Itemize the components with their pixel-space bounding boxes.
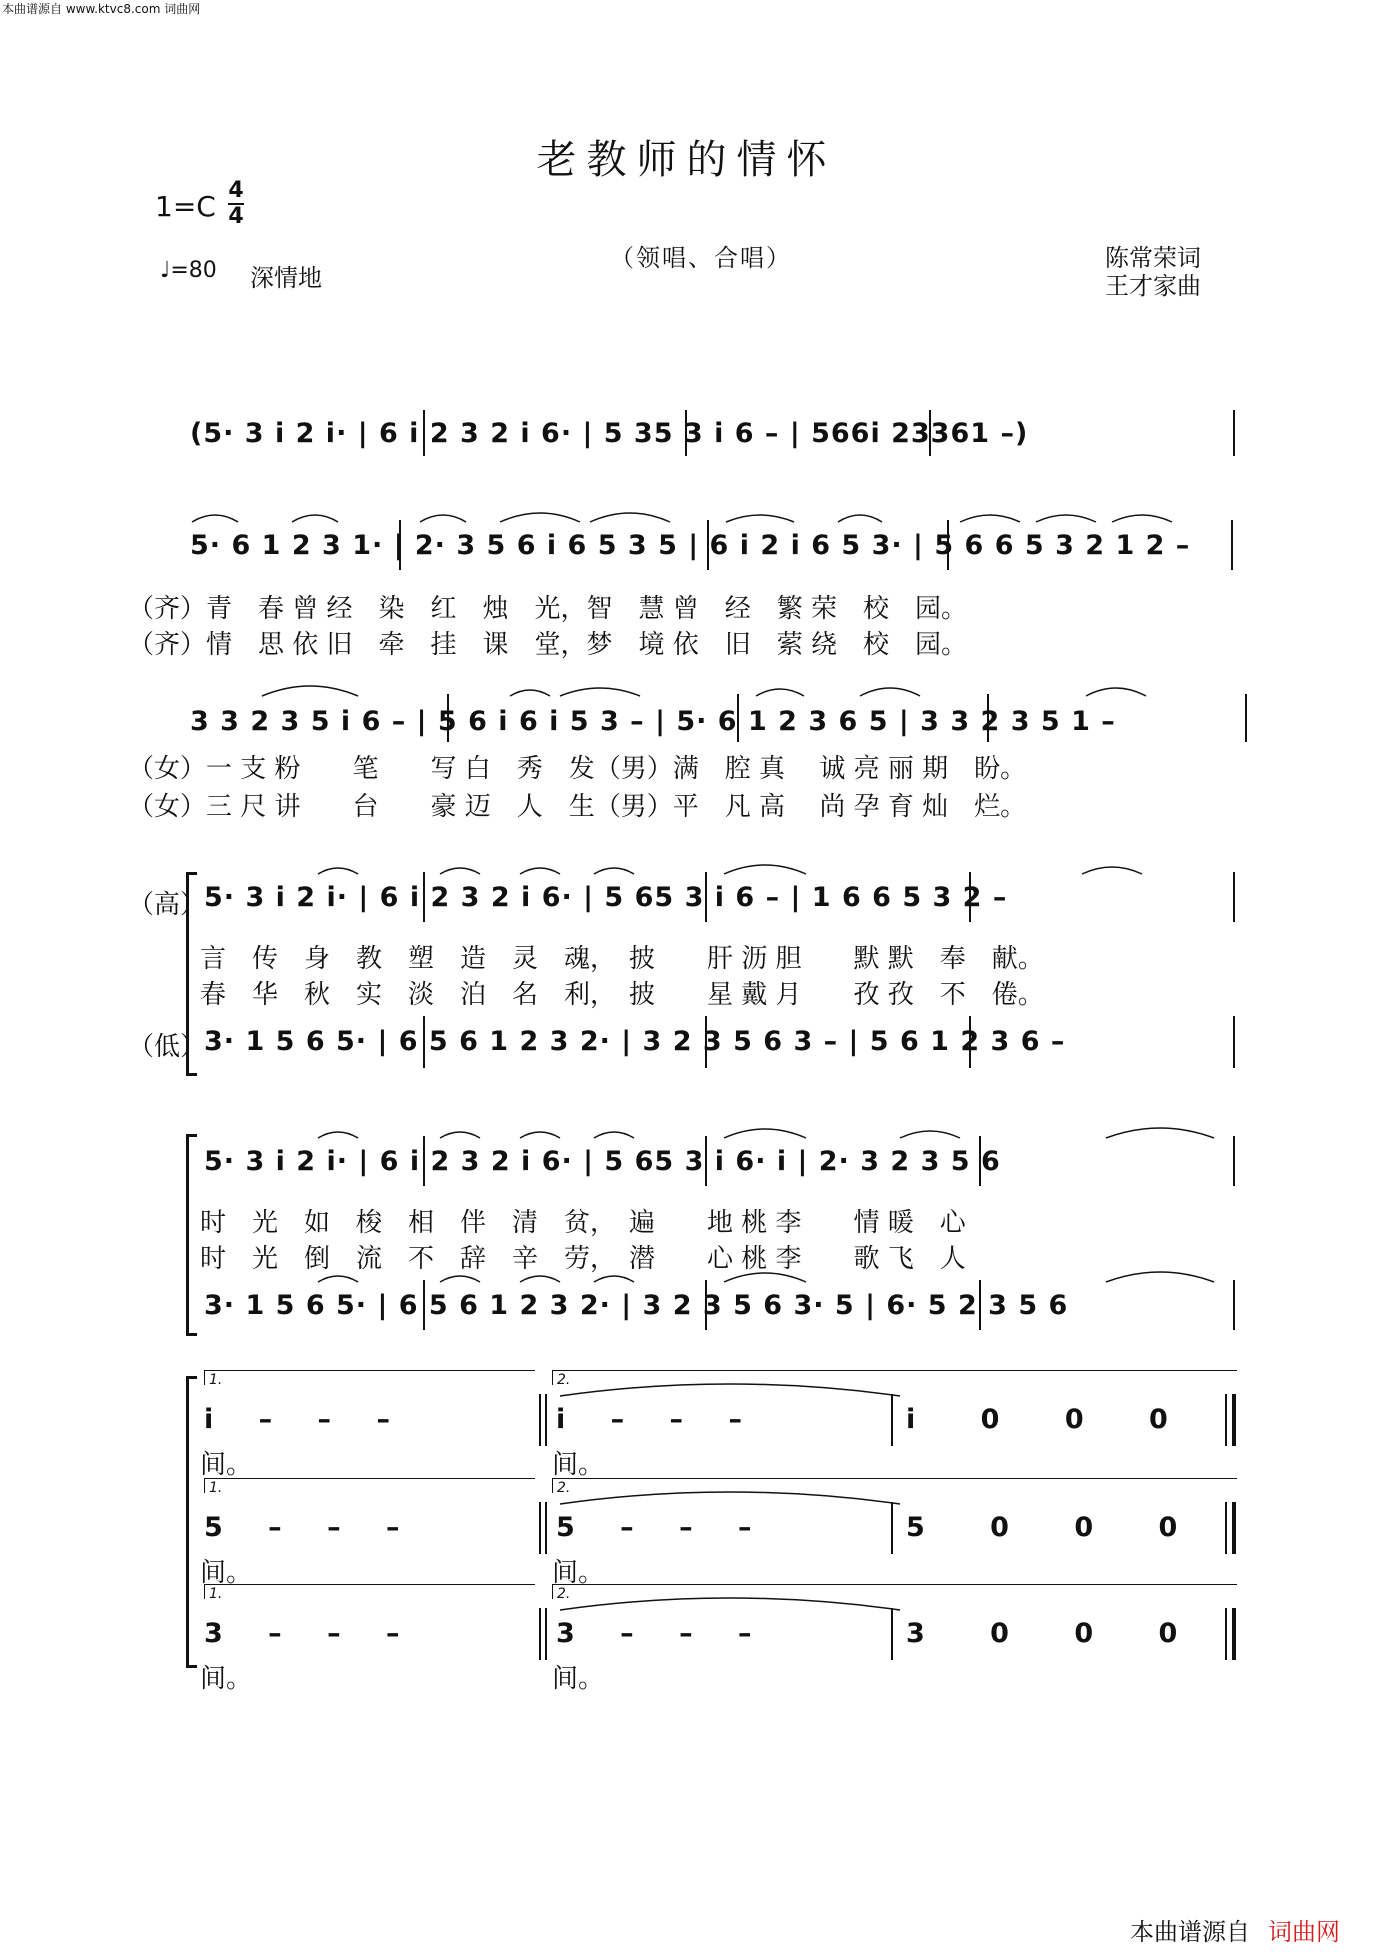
notes-chorus-low: 3· 1 5 6 5· | 6 5 6 1 2 3 2· | 3 2 3 5 6 3 – | 5 6 1 2 3 6 – [204,1026,1066,1057]
ending-high-3: i 0 0 0 [906,1404,1169,1435]
ending-mid-2: 5 – – – [556,1512,753,1543]
ending-high-2: i – – – [556,1404,743,1435]
footer-brand[interactable]: 词曲网 [1268,1918,1340,1946]
lyric-chorus-1: 言 传 身 教 塑 造 灵 魂， 披 肝 沥 胆 默 默 奉 献。 [200,944,1044,974]
song-title: 老教师的情怀 [536,137,837,183]
ending-high-1: i – – – [204,1404,391,1435]
notes-verse-b: 3 3 2 3 5 i 6 – | 5 6 i 6 i 5 3 – | 5· 6 1 2 3 6 5 | 3 3 2 3 5 1 – [190,706,1116,737]
performance-note: （领唱、合唱） [610,244,792,272]
notes-bridge-low: 3· 1 5 6 5· | 6 5 6 1 2 3 2· | 3 2 3 5 6 3· 5 | 6· 5 2 3 5 6 [204,1290,1069,1321]
ending-lyric-2b: 间。 [552,1558,605,1588]
volta-1-top: 1. [204,1370,535,1385]
lyric-verse-b-2: （女）三 尺 讲 台 豪 迈 人 生（男）平 凡 高 尚 孕 育 灿 烂。 [128,792,1027,822]
ending-low-1: 3 – – – [204,1618,401,1649]
volta-2-low: 2. [552,1584,1237,1599]
lyric-verse-b-1: （女）一 支 粉 笔 写 白 秀 发（男）满 腔 真 诚 亮 丽 期 盼。 [128,754,1027,784]
lyric-verse-a-2: （齐）情 思 依 旧 牵 挂 课 堂，梦 境 依 旧 萦 绕 校 园。 [128,630,968,660]
lyricist-credit: 陈常荣词 [1105,244,1201,272]
composer-credit: 王才家曲 [1105,272,1201,300]
volta-1-mid: 1. [204,1478,535,1493]
ending-lyric-3b: 间。 [552,1664,605,1694]
lyric-bridge-1: 时 光 如 梭 相 伴 清 贫， 遍 地 桃 李 情 暖 心 [200,1208,966,1238]
ending-lyric-1b: 间。 [552,1450,605,1480]
lyric-verse-a-1: （齐）青 春 曾 经 染 红 烛 光，智 慧 曾 经 繁 荣 校 园。 [128,594,968,624]
tempo-marking: ♩=80 [160,258,217,283]
notes-bridge-high: 5· 3 i 2 i· | 6 i 2 3 2 i 6· | 5 65 3 i 6· i | 2· 3 2 3 5 6 [204,1146,1001,1177]
ending-low-2: 3 – – – [556,1618,753,1649]
lyric-bridge-2: 时 光 倒 流 不 辞 辛 劳， 潜 心 桃 李 歌 飞 人 [200,1244,966,1274]
volta-1-low: 1. [204,1584,535,1599]
ending-low-3: 3 0 0 0 [906,1618,1179,1649]
ending-lyric-1a: 间。 [200,1450,253,1480]
expression-marking: 深情地 [250,264,322,292]
lyric-chorus-2: 春 华 秋 实 淡 泊 名 利， 披 星 戴 月 孜 孜 不 倦。 [200,980,1044,1010]
source-header: 本曲谱源自 www.ktvc8.com 词曲网 [2,2,201,16]
volta-2-mid: 2. [552,1478,1237,1493]
ending-mid-3: 5 0 0 0 [906,1512,1179,1543]
ending-lyric-2a: 间。 [200,1558,253,1588]
footer-text: 本曲谱源自 [1130,1918,1250,1946]
notes-verse-a: 5· 6 1 2 3 1· | 2· 3 5 6 i 6 5 3 5 | 6 i 2 i 6 5 3· | 5 6 6 5 3 2 1 2 – [190,530,1191,561]
ending-mid-1: 5 – – – [204,1512,401,1543]
notes-chorus-high: 5· 3 i 2 i· | 6 i 2 3 2 i 6· | 5 65 3 i 6 – | 1 6 6 5 3 2 – [204,882,1008,913]
notes-intro: (5· 3 i 2 i· | 6 i 2 3 2 i 6· | 5 35 3 i 6 – | 566i 23361 –) [190,418,1029,449]
part-label-low: （低） [128,1032,207,1062]
time-signature: 4 4 [228,178,244,229]
key-signature: 1=C [155,190,216,223]
volta-2-top: 2. [552,1370,1237,1385]
ending-lyric-3a: 间。 [200,1664,253,1694]
part-label-high: （高） [128,890,207,920]
